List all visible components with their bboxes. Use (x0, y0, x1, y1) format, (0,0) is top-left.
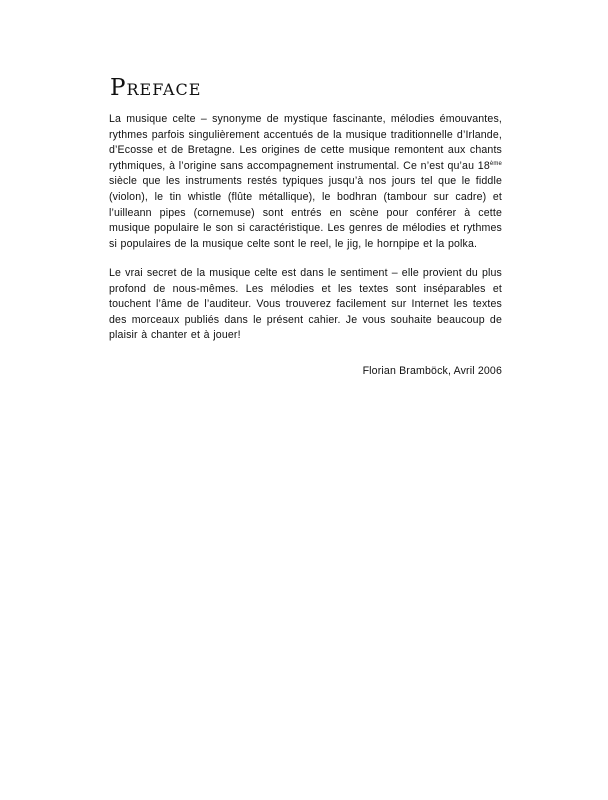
page-title: Preface (110, 75, 202, 101)
preface-paragraph-2: Le vrai secret de la musique celte est dans le sentiment – elle provient du plus profond de nous-mêmes. Les mélodies et les textes sont inséparables et touchent l’âme de l’auditeur. Vous trouverez facilement sur Internet les textes des morceaux publiés dans le présent cahier. Je vous souhaite beaucoup de plaisir à chanter et à jouer! (109, 267, 502, 342)
paragraph-1-text-start: La musique celte – synonyme de mystique fascinante, mélodies émouvantes, rythmes parfois singulièrement accentués de la musique traditionnelle d’Irlande, d’Ecosse et de Bretagne. Les origines de cette musique remontent aux chants rythmiques, à l’origine sans accompagnement instrumental. Ce n’est qu’au 18 (109, 113, 502, 172)
author-signature: Florian Bramböck, Avril 2006 (362, 365, 502, 377)
preface-paragraph-1 (109, 112, 502, 252)
paragraph-1-text-end: siècle que les instruments restés typiques jusqu’à nos jours tel que le fiddle (violon), le tin whistle (flûte métallique), le bodhran (tambour sur cadre) et l’uilleann pipes (cornemuse) sont entrés en scène pour conférer à cette musique populaire le son si caractéristique. Les genres de mélodies et rythmes si populaires de la musique celte sont le reel, le jig, le hornpipe et la polka. (109, 175, 502, 250)
ordinal-superscript: ème (489, 160, 502, 167)
